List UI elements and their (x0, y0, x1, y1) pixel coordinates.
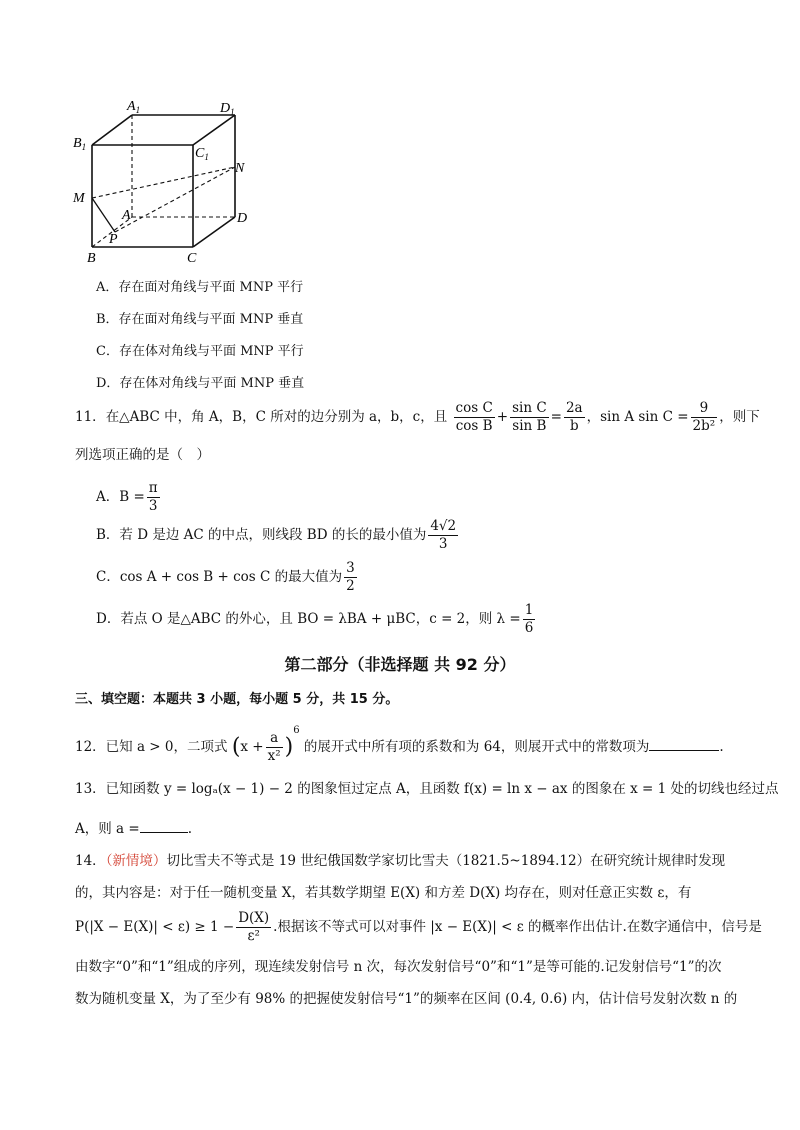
frac-den: 3 (438, 536, 448, 552)
q11-option-c-text: C．cos A + cos B + cos C 的最大值为 (96, 569, 343, 585)
label-d: D (237, 211, 248, 226)
q11-number: 11． (75, 409, 106, 425)
frac-num: 2a (565, 400, 583, 416)
q10-option-a: A．存在面对角线与平面 MNP 平行 (96, 280, 304, 295)
part2-title: 第二部分（非选择题 共 92 分） (284, 655, 516, 674)
q12-end: . (719, 739, 724, 755)
q13-line1: 13．已知函数 y = logₐ(x − 1) − 2 的图象恒过定点 A，且函数 f(x) = ln x − ax 的图象在 x = 1 处的切线也经过点 (75, 781, 779, 797)
part2-subtitle: 三、填空题：本题共 3 小题，每小题 5 分，共 15 分。 (75, 692, 399, 707)
frac-num: D(X) (238, 910, 270, 926)
label-a: A (122, 208, 131, 223)
q14-line3 (75, 910, 762, 945)
q14-line3-text-b: .根据该不等式可以对事件 |x − E(X)| < ε 的概率作出估计.在数字通信中，信号是 (273, 919, 762, 935)
q12-text2: 的展开式中所有项的系数和为 64，则展开式中的常数项为 (303, 739, 650, 755)
q11-fraction-1 (454, 400, 495, 435)
frac-den: 2b² (692, 418, 716, 434)
q14-fraction (236, 910, 271, 945)
label-d1: $D_1$ (220, 101, 235, 117)
q14-line5: 数为随机变量 X，为了至少有 98% 的把握使发射信号“1”的频率在区间 (0.4, 0.6) 内，估计信号发射次数 n 的 (75, 991, 738, 1007)
q10-option-b: B．存在面对角线与平面 MNP 垂直 (96, 312, 304, 327)
line-p-n (115, 167, 235, 232)
frac-num: cos C (455, 400, 493, 416)
label-a1: $A_1$ (127, 99, 141, 115)
q11-option-b-text: B．若 D 是边 AC 的中点，则线段 BD 的长的最小值为 (96, 527, 427, 543)
q14-number: 14． (75, 853, 106, 869)
paren-open: ( (231, 734, 241, 760)
label-c1: $C_1$ (195, 146, 209, 162)
q14-line1-text: 切比雪夫不等式是 19 世纪俄国数学家切比雪夫（1821.5~1894.12）在研究统计规律时发现 (166, 853, 726, 869)
frac-den: 2 (346, 578, 355, 594)
q11-option-a-fraction (147, 480, 160, 515)
q12-base: x + (240, 739, 264, 755)
line-m-p (92, 198, 115, 232)
edge-c-d (193, 217, 235, 247)
frac-den: x² (267, 748, 281, 764)
frac-den: sin B (512, 418, 547, 434)
q14-line1 (75, 852, 725, 870)
q14-line2: 的，其内容是：对于任一随机变量 X，若其数学期望 E(X) 和方差 D(X) 均存在，则对任意正实数 ε，有 (75, 885, 692, 901)
q11-option-b (96, 518, 460, 553)
edge-c1-d1 (193, 115, 235, 145)
q11-option-a-text: A．B = (96, 489, 145, 505)
q11-option-c-fraction (344, 560, 357, 595)
q12-fraction (266, 730, 283, 765)
q11-fraction-4 (691, 400, 718, 435)
q14-tag: （新情境） (105, 853, 167, 869)
q11-option-c (96, 560, 359, 595)
frac-num: sin C (512, 400, 547, 416)
line-m-n (92, 167, 235, 198)
q11-fraction-3 (564, 400, 585, 435)
q13-end: . (187, 821, 192, 837)
paren-close: ) (284, 734, 294, 760)
q11-stem-text1: 在△ABC 中，角 A，B，C 所对的边分别为 a，b，c，且 (105, 409, 448, 425)
q11-stem-text3: ，则下 (719, 409, 760, 425)
frac-num: 1 (524, 602, 534, 618)
q12 (75, 722, 724, 765)
q10-option-d: D．存在体对角线与平面 MNP 垂直 (96, 376, 305, 391)
frac-num: 3 (346, 560, 355, 576)
q11-stem-text2: ，sin A sin C = (586, 409, 689, 425)
q13-line2 (75, 818, 192, 838)
answer-blank[interactable] (140, 818, 188, 833)
q11-option-d-text: D．若点 O 是△ABC 的外心，且 BO = λBA + μBC，c = 2，则 λ = (96, 611, 521, 627)
q11-option-b-fraction (428, 518, 458, 553)
label-m: M (73, 191, 85, 206)
q11-stem-line2: 列选项正确的是（ ） (75, 447, 210, 463)
frac-den: b (569, 418, 579, 434)
q14-line4: 由数字“0”和“1”组成的序列，现连续发射信号 n 次，每次发射信号“0”和“1”是等可能的.记发射信号“1”的次 (75, 959, 722, 975)
q13-line2-text: A，则 a = (75, 821, 140, 837)
q11-option-d (96, 602, 537, 637)
label-n: N (235, 161, 245, 176)
q11-stem-line1: 11．在△ABC 中，角 A，B，C 所对的边分别为 a，b，c，且 $\frac{\text{cos C}}{\text{cos B}}$ + $\frac{\text{sin C}}{\text{sin B}}$ = $\frac{2a}{b}$ ，sin A sin C = $\frac{9}{\text{2b²}}$ ，则下 (75, 400, 760, 434)
edge-b1-a1 (92, 115, 132, 145)
cube-figure (70, 95, 260, 265)
frac-num: π (148, 480, 158, 496)
frac-den: 3 (148, 498, 158, 514)
q10-option-c: C．存在体对角线与平面 MNP 平行 (96, 344, 304, 359)
label-c: C (187, 251, 197, 265)
label-b1: $B_1$ (73, 136, 87, 152)
label-p: P (109, 232, 118, 247)
q11-option-d-fraction (523, 602, 536, 637)
q12-text1: 12．已知 a > 0，二项式 (75, 739, 228, 755)
frac-num: 9 (691, 400, 718, 418)
frac-den: 6 (524, 620, 534, 636)
label-b: B (87, 251, 96, 265)
q12-exponent: 6 (293, 725, 300, 736)
q11-option-a (96, 480, 162, 515)
frac-num: 4√2 (430, 518, 457, 534)
q11-fraction-2 (510, 400, 549, 435)
q14-line3-text-a: P(|X − E(X)| < ε) ≥ 1 − (75, 919, 235, 935)
frac-den: cos B (455, 418, 493, 434)
frac-num: a (266, 730, 283, 748)
frac-den: ε² (247, 928, 260, 944)
answer-blank[interactable] (649, 736, 719, 751)
